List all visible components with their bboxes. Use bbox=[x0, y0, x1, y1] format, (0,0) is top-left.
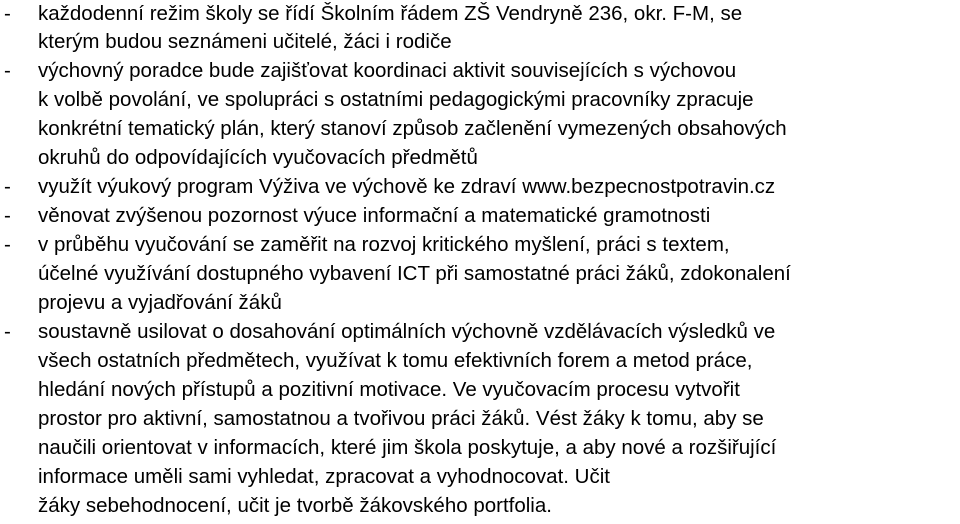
line-text: k volbě povolání, ve spolupráci s ostatními pedagogickými pracovníky zpracuje bbox=[38, 88, 754, 111]
line-text: okruhů do odpovídajících vyučovacích předmětů bbox=[38, 146, 478, 169]
bullet-dash: - bbox=[4, 59, 11, 82]
bullet-dash: - bbox=[4, 2, 11, 25]
bullet-dash: - bbox=[4, 320, 11, 343]
line-text: v průběhu vyučování se zaměřit na rozvoj kritického myšlení, práci s textem, bbox=[38, 233, 730, 256]
bullet-dash: - bbox=[4, 233, 11, 256]
line-text: soustavně usilovat o dosahování optimálních výchovně vzdělávacích výsledků ve bbox=[38, 320, 776, 343]
line-text: hledání nových přístupů a pozitivní motivace. Ve vyučovacím procesu vytvořit bbox=[38, 378, 740, 401]
line-text: projevu a vyjadřování žáků bbox=[38, 291, 282, 314]
line-text: žáky sebehodnocení, učit je tvorbě žákovského portfolia. bbox=[38, 494, 552, 517]
line-text: věnovat zvýšenou pozornost výuce informační a matematické gramotnosti bbox=[38, 204, 711, 227]
line-text: naučili orientovat v informacích, které jim škola poskytuje, a aby nové a rozšiřující bbox=[38, 436, 777, 459]
line-text: konkrétní tematický plán, který stanoví způsob začlenění vymezených obsahových bbox=[38, 117, 787, 140]
line-text: výchovný poradce bude zajišťovat koordinaci aktivit souvisejících s výchovou bbox=[38, 59, 737, 82]
line-text: využít výukový program Výživa ve výchově ke zdraví www.bezpecnostpotravin.cz bbox=[38, 175, 776, 198]
line-text: každodenní režim školy se řídí Školním řádem ZŠ Vendryně 236, okr. F-M, se bbox=[38, 2, 743, 25]
bullet-dash: - bbox=[4, 175, 11, 198]
line-text: kterým budou seznámeni učitelé, žáci i rodiče bbox=[38, 30, 452, 53]
line-text: prostor pro aktivní, samostatnou a tvořivou práci žáků. Vést žáky k tomu, aby se bbox=[38, 407, 764, 430]
bullet-dash: - bbox=[4, 204, 11, 227]
line-text: účelné využívání dostupného vybavení ICT při samostatné práci žáků, zdokonalení bbox=[38, 262, 791, 285]
line-text: všech ostatních předmětech, využívat k tomu efektivních forem a metod práce, bbox=[38, 349, 753, 372]
line-text: informace uměli sami vyhledat, zpracovat a vyhodnocovat. Učit bbox=[38, 465, 610, 488]
